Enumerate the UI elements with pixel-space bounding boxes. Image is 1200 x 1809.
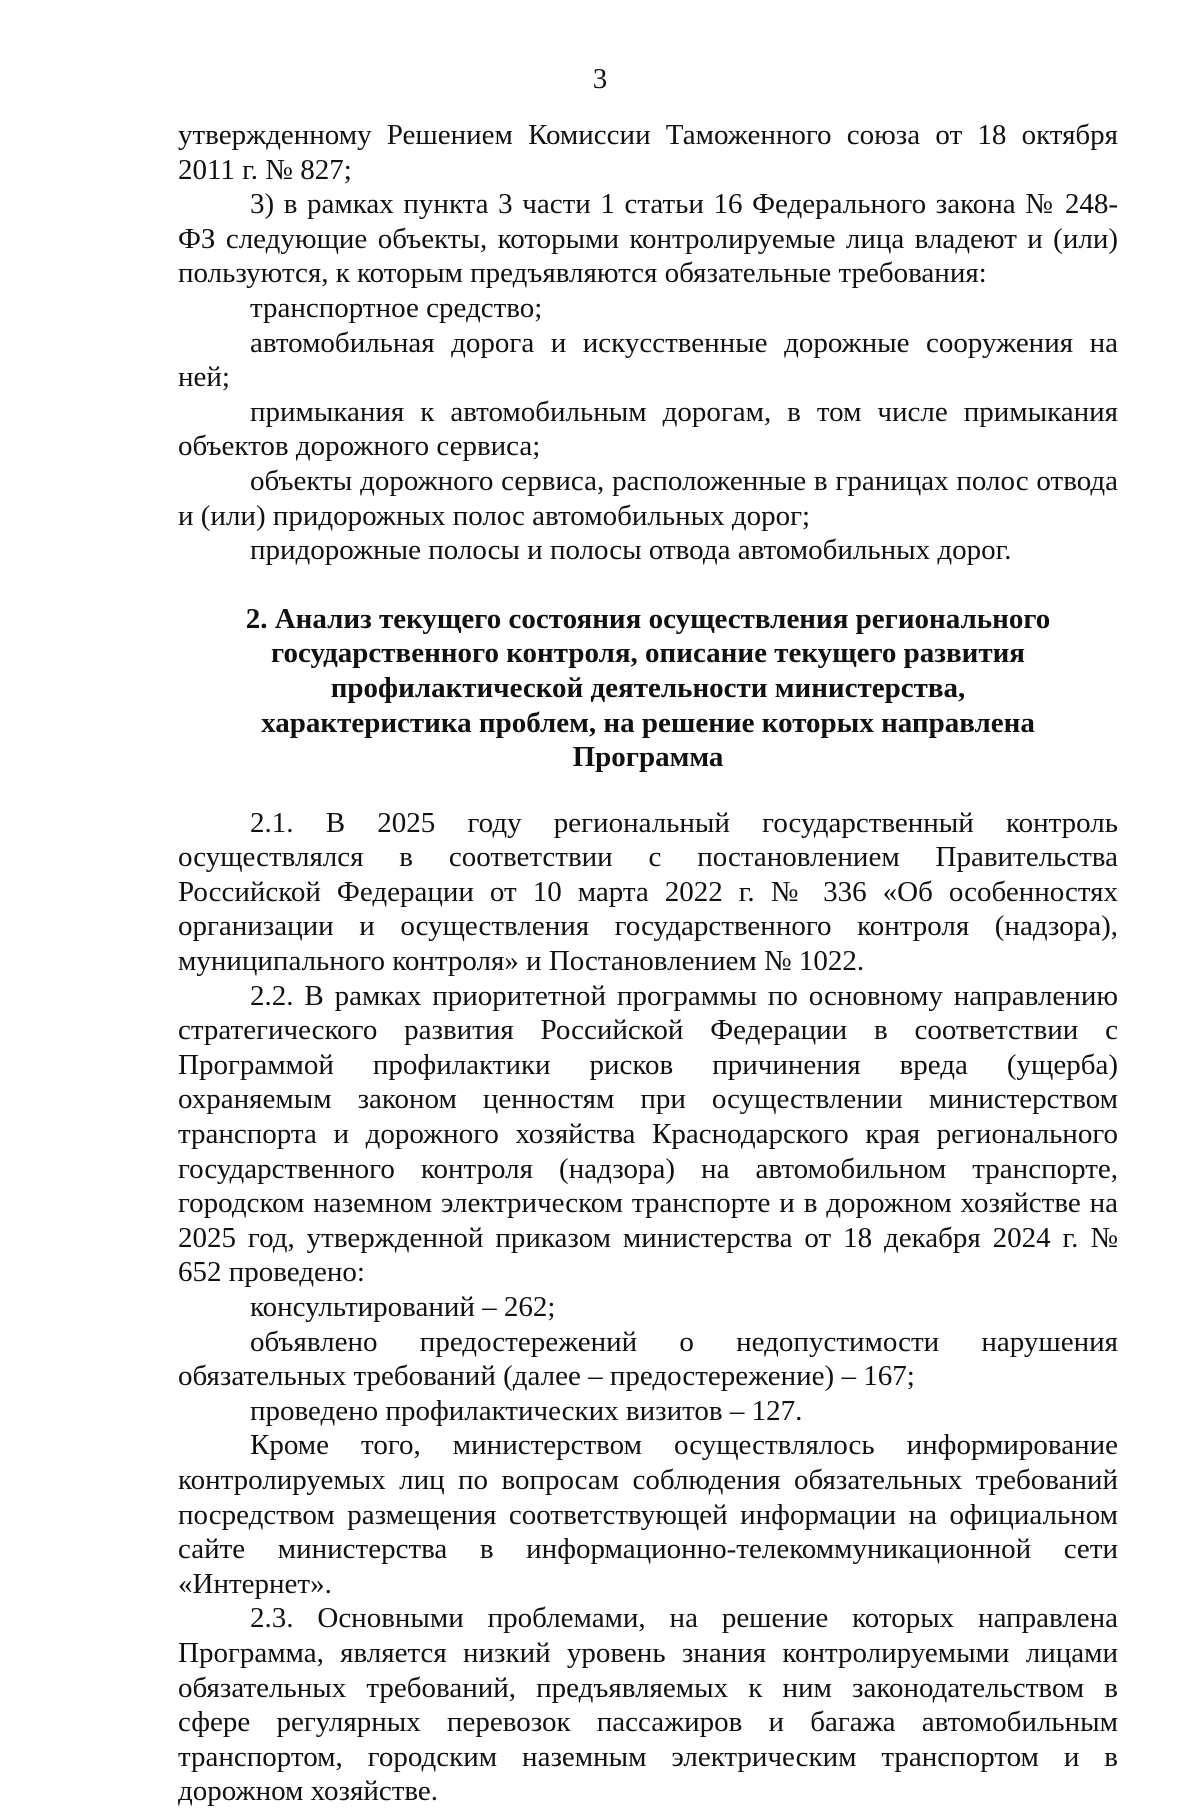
section-heading-line: характеристика проблем, на решение которых направлена [261,706,1035,739]
paragraph-object-vehicle: транспортное средство; [250,291,543,324]
paragraph-object-roadside-strips: придорожные полосы и полосы отвода автомобильных дорог. [250,534,1012,567]
paragraph-object-road-service: объекты дорожного сервиса, расположенные в границах полос отвода и (или) придорожных полос автомобильных дорог; [178,464,1118,532]
document-body [178,118,1118,1809]
paragraph-object-junctions: примыкания к автомобильным дорогам, в том числе примыкания объектов дорожного сервиса; [178,395,1118,463]
paragraph-2-1: 2.1. В 2025 году региональный государственный контроль осуществлялся в соответствии с постановлением Правительства Российской Федерации от 10 марта 2022 г. № 336 «Об особенностях организации и осуществления государственного контроля (надзора), муниципального контроля» и Постановлением № 1022. [178,806,1118,978]
paragraph-object-road: автомобильная дорога и искусственные дорожные сооружения на ней; [178,326,1118,394]
paragraph-intro-continuation: утвержденному Решением Комиссии Таможенного союза от 18 октября 2011 г. № 827; [178,119,1118,186]
paragraph-item-3: 3) в рамках пункта 3 части 1 статьи 16 Федерального закона № 248-ФЗ следующие объекты, которыми контролируемые лица владеют и (или) пользуются, к которым предъявляются обязательные требования: [178,188,1118,290]
section-heading-line: 2. Анализ текущего состояния осуществления регионального [245,602,1051,635]
paragraph-2-3: 2.3. Основными проблемами, на решение которых направлена Программа, является низкий уровень знания контролируемыми лицами обязательных требований, предъявляемых к ним законодательством в сфере регулярных перевозок пассажиров и багажа автомобильным транспортом, городским наземным электрическим транспортом и в дорожном хозяйстве. [178,1602,1118,1808]
paragraph-warnings: объявлено предостережений о недопустимости нарушения обязательных требований (далее – предостережение) – 167; [178,1325,1118,1393]
section-heading-line: профилактической деятельности министерства, [330,671,966,704]
section-heading-line: государственного контроля, описание текущего развития [271,637,1025,670]
paragraph-informing: Кроме того, министерством осуществлялось информирование контролируемых лиц по вопросам соблюдения обязательных требований посредством размещения соответствующей информации на официальном сайте министерства в информационно-телекоммуникационной сети «Интернет». [178,1429,1118,1600]
section-heading [178,602,1118,775]
paragraph-2-2: 2.2. В рамках приоритетной программы по основному направлению стратегического развития Российской Федерации в соответствии с Программой профилактики рисков причинения вреда (ущерба) охраняемым законом ценностям при осуществлении министерством транспорта и дорожного хозяйства Краснодарского края регионального государственного контроля (надзора) на автомобильном транспорте, городском наземном электрическом транспорте и в дорожном хозяйстве на 2025 год, утвержденной приказом министерства от 18 декабря 2024 г. № 652 проведено: [178,979,1118,1289]
paragraph-visits: проведено профилактических визитов – 127. [250,1394,803,1427]
page-number: 3 [592,63,608,95]
paragraph-consultations: консультирований – 262; [250,1291,556,1323]
section-heading-line: Программа [572,741,724,774]
